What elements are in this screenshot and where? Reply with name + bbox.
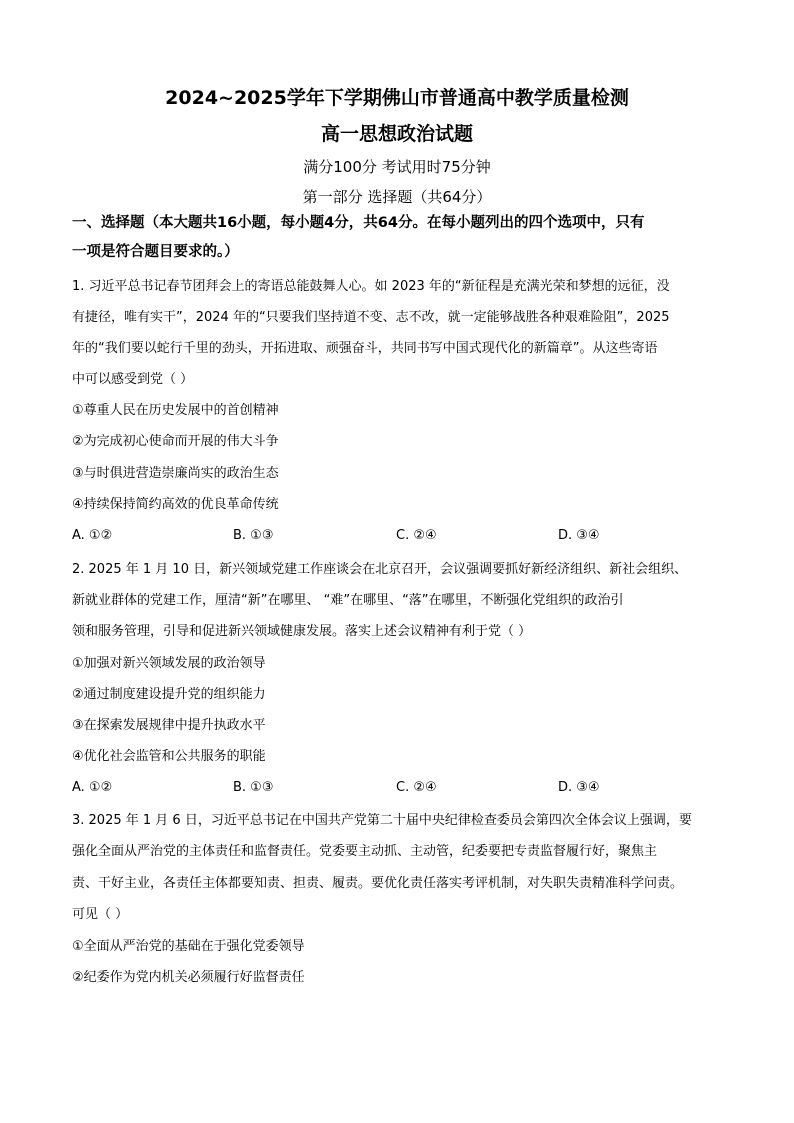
q3-stem-line-3: 责、干好主业，各责任主体都要知责、担责、履责。要优化责任落实考评机制，对失职失责精准科学问责。	[72, 876, 684, 891]
q3-item-2: ②纪委作为党内机关必须履行好监督责任	[72, 970, 305, 985]
q1-option-b: B. ①③	[233, 528, 274, 543]
subject-title: 高一思想政治试题	[320, 123, 473, 145]
section-instruction-line-1: 一、选择题（本大题共16小题，每小题4分，共64分。在每小题列出的四个选项中，只有	[72, 215, 645, 231]
q2-item-4: ④优化社会监管和公共服务的职能	[72, 749, 266, 764]
q3-stem-line-1: 3. 2025 年 1 月 6 日，习近平总书记在中国共产党第二十届中央纪律检查委员会第四次全体会议上强调，要	[72, 813, 692, 828]
q2-option-a: A. ①②	[72, 780, 113, 795]
q1-stem-line-3: 年的“我们要以蛇行千里的劲头，开拓进取、顽强奋斗，共同书写中国式现代化的新篇章”。从这些寄语	[72, 341, 658, 356]
q1-item-3: ③与时俱进营造崇廉尚实的政治生态	[72, 466, 279, 481]
q1-stem-line-1: 1. 习近平总书记春节团拜会上的寄语总能鼓舞人心。如 2023 年的“新征程是充满光荣和梦想的远征，没	[72, 279, 670, 294]
q1-stem-line-2: 有捷径，唯有实干”，2024 年的“只要我们坚持道不变、志不改，就一定能够战胜各种艰难险阻”，2025	[72, 310, 670, 325]
exam-title: 2024~2025学年下学期佛山市普通高中教学质量检测	[165, 87, 629, 109]
q3-item-1: ①全面从严治党的基础在于强化党委领导	[72, 939, 305, 954]
q2-item-3: ③在探索发展规律中提升执政水平	[72, 718, 266, 733]
q1-option-c: C. ②④	[396, 528, 437, 543]
exam-info: 满分100分 考试用时75分钟	[303, 158, 491, 176]
q2-option-d: D. ③④	[558, 780, 600, 795]
q1-stem-line-4: 中可以感受到党（ ）	[72, 372, 194, 387]
q2-stem-line-1: 2. 2025 年 1 月 10 日，新兴领域党建工作座谈会在北京召开，会议强调要抓好新经济组织、新社会组织、	[72, 562, 688, 577]
q2-item-2: ②通过制度建设提升党的组织能力	[72, 687, 266, 702]
q1-option-d: D. ③④	[558, 528, 600, 543]
q2-option-c: C. ②④	[396, 780, 437, 795]
part-heading: 第一部分 选择题（共64分）	[302, 188, 492, 206]
q1-item-1: ①尊重人民在历史发展中的首创精神	[72, 403, 279, 418]
q1-item-4: ④持续保持简约高效的优良革命传统	[72, 497, 279, 512]
q2-stem-line-3: 领和服务管理，引导和促进新兴领域健康发展。落实上述会议精神有利于党（ ）	[72, 624, 532, 639]
q1-item-2: ②为完成初心使命而开展的伟大斗争	[72, 434, 279, 449]
q2-item-1: ①加强对新兴领域发展的政治领导	[72, 656, 266, 671]
q2-option-b: B. ①③	[233, 780, 274, 795]
section-instruction-line-2: 一项是符合题目要求的。）	[72, 244, 239, 260]
q3-stem-line-2: 强化全面从严治党的主体责任和监督责任。党委要主动抓、主动管，纪委要把专责监督履行好，聚焦主	[72, 844, 658, 859]
q3-stem-line-4: 可见（ ）	[72, 907, 129, 922]
q2-stem-line-2: 新就业群体的党建工作，厘清“新”在哪里、 “难”在哪里、“落”在哪里，不断强化党组织的政治引	[72, 593, 624, 608]
q1-option-a: A. ①②	[72, 528, 113, 543]
